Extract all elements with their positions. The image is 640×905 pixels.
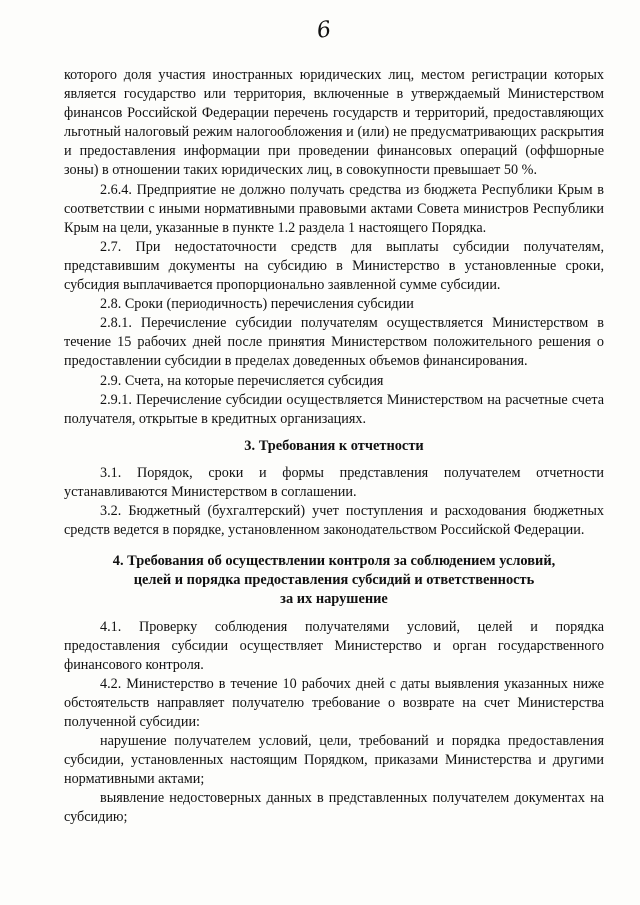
paragraph-2-6-4: 2.6.4. Предприятие не должно получать средства из бюджета Республики Крым в соответствии с иными нормативными правовыми актами Совета министров Республики Крым на цели, указанные в пункте 1.2 раздела 1 настоящего Порядка. xyxy=(64,181,604,236)
page-number: 6 xyxy=(315,17,333,44)
paragraph-false-data: выявление недостоверных данных в представленных получателем документах на субсидию; xyxy=(64,790,604,826)
paragraph-3-1: 3.1. Порядок, сроки и формы представления получателем отчетности устанавливаются Министерством в соглашении. xyxy=(64,464,604,500)
paragraph-continuation: которого доля участия иностранных юридических лиц, местом регистрации которых является государство или территория, включенные в утверждаемый Министерством финансов Российской Федерации перечень государств и территорий, предоставляющих льготный налоговый режим налогообложения и (или) не предусматривающих раскрытия и предоставления информации при проведении финансовых операций (оффшорные зоны) в отношении таких юридических лиц, в совокупности превышает 50 %. xyxy=(64,67,604,179)
paragraph-2-8: 2.8. Сроки (периодичность) перечисления субсидии xyxy=(100,296,414,313)
section-4-title-line-2: целей и порядка предоставления субсидий и ответственность xyxy=(133,572,535,589)
paragraph-2-7: 2.7. При недостаточности средств для выплаты субсидии получателям, представившим документы на субсидию в Министерство в установленные сроки, субсидия выплачивается пропорционально заявленной сумме субсидии. xyxy=(64,238,604,294)
section-4-title-line-3: за их нарушение xyxy=(280,591,388,608)
paragraph-2-9: 2.9. Счета, на которые перечисляется субсидия xyxy=(100,372,384,389)
paragraph-2-8-1: 2.8.1. Перечисление субсидии получателям осуществляется Министерством в течение 15 рабочих дней после принятия Министерством положительного решения о предоставлении субсидии в пределах доведенных объемов финансирования. xyxy=(64,315,604,370)
paragraph-violation: нарушение получателем условий, цели, требований и порядка предоставления субсидии, установленных настоящим Порядком, приказами Министерства и другими нормативными актами; xyxy=(64,733,604,788)
section-4-title xyxy=(64,552,604,609)
section-4-title-line-1: 4. Требования об осуществлении контроля за соблюдением условий, xyxy=(112,553,556,570)
section-3-title: 3. Требования к отчетности xyxy=(244,437,424,454)
document-body xyxy=(64,66,604,828)
paragraph-4-2: 4.2. Министерство в течение 10 рабочих дней с даты выявления указанных ниже обстоятельств направляет получателю требование о возврате на счет Министерства полученной субсидии: xyxy=(64,675,604,730)
paragraph-3-2: 3.2. Бюджетный (бухгалтерский) учет поступления и расходования бюджетных средств ведется в порядке, установленном законодательством Российской Федерации. xyxy=(64,503,604,539)
paragraph-4-1: 4.1. Проверку соблюдения получателями условий, целей и порядка предоставления субсидии осуществляет Министерство и орган государственного финансового контроля. xyxy=(64,618,604,673)
paragraph-2-9-1: 2.9.1. Перечисление субсидии осуществляется Министерством на расчетные счета получателя, открытые в кредитных организациях. xyxy=(64,391,604,427)
